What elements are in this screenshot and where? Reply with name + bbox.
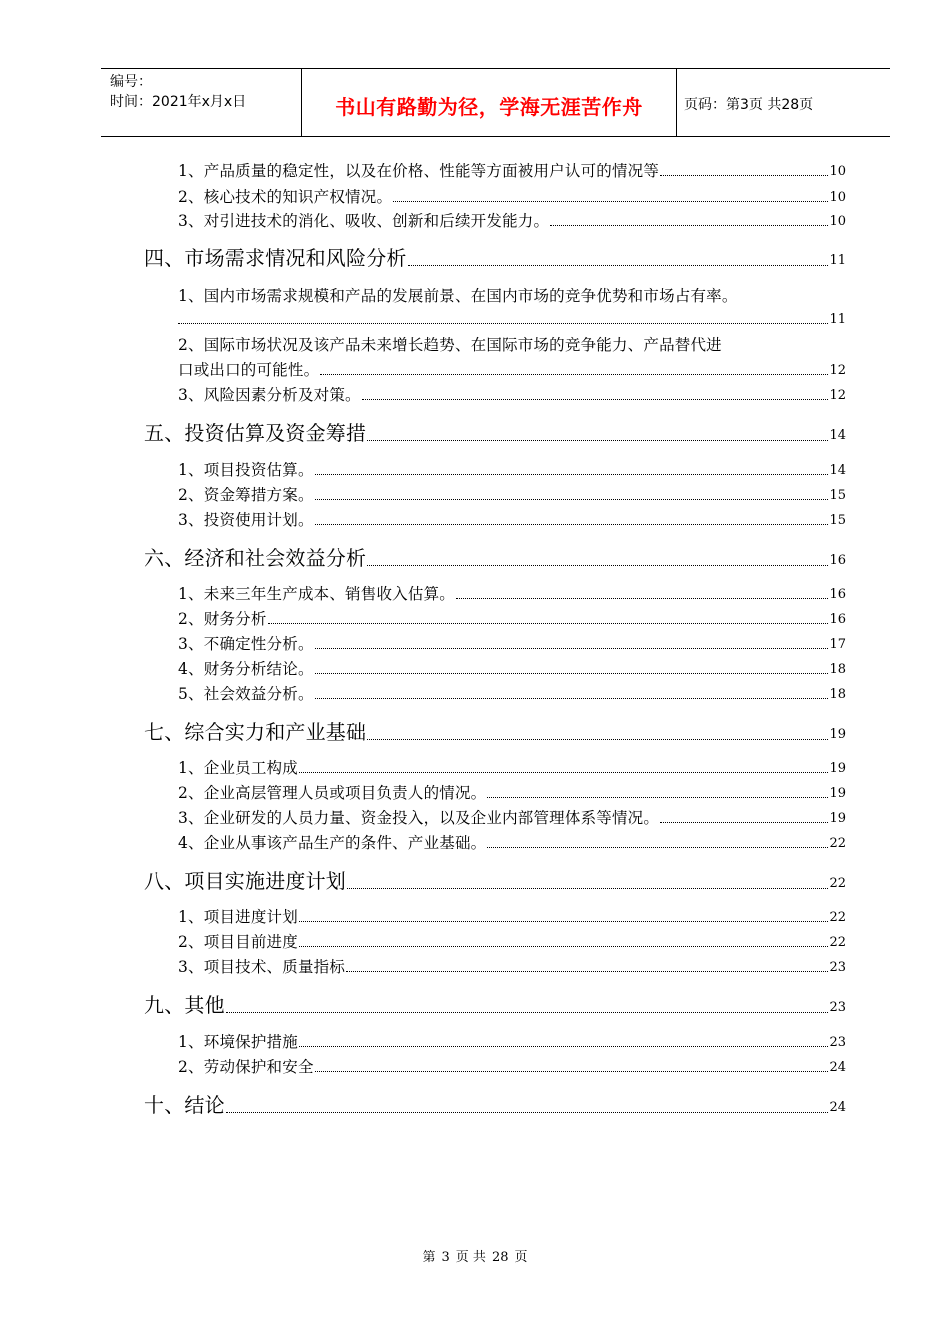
- toc-entry-page: 15: [829, 513, 846, 528]
- toc-section-page: 14: [829, 428, 846, 443]
- toc-section-heading[interactable]: [144, 992, 846, 1018]
- toc-leader-dots: [299, 921, 828, 922]
- toc-section-heading[interactable]: [144, 420, 846, 446]
- toc-entry[interactable]: [178, 932, 846, 952]
- toc-leader-dots: [367, 440, 828, 441]
- toc-entry-page: 18: [829, 687, 846, 702]
- toc-section-heading[interactable]: [144, 245, 846, 271]
- toc-entry-page: 10: [829, 190, 846, 205]
- toc-leader-dots: [408, 265, 829, 266]
- toc-entry[interactable]: [178, 758, 846, 778]
- toc-leader-dots: [487, 797, 828, 798]
- toc-entry-page: 24: [829, 1060, 846, 1075]
- toc-entry-continuation[interactable]: [178, 360, 846, 380]
- toc-entry-title: 3、项目技术、质量指标: [178, 958, 346, 976]
- toc-entry[interactable]: [178, 907, 846, 927]
- toc-leader-dots: [226, 1012, 829, 1013]
- toc-entry[interactable]: [178, 161, 846, 181]
- toc-entry-page: 22: [829, 836, 846, 851]
- toc-entry-page: 22: [829, 935, 846, 950]
- toc-leader-dots: [315, 499, 829, 500]
- toc-entry-page: 10: [829, 164, 846, 179]
- toc-leader-dots: [367, 565, 828, 566]
- toc-entry[interactable]: [178, 187, 846, 207]
- toc-entry-title: 1、产品质量的稳定性，以及在价格、性能等方面被用户认可的情况等: [178, 162, 660, 180]
- toc-entry[interactable]: [178, 808, 846, 828]
- toc-entry[interactable]: [178, 485, 846, 505]
- toc-entry-title: 3、投资使用计划。: [178, 511, 314, 529]
- toc-leader-dots: [299, 946, 828, 947]
- toc-entry[interactable]: [178, 957, 846, 977]
- toc-entry[interactable]: [178, 1057, 846, 1077]
- toc-entry-page: 14: [829, 463, 846, 478]
- toc-entry-title: 2、企业高层管理人员或项目负责人的情况。: [178, 784, 487, 802]
- toc-entry-page: 12: [829, 388, 846, 403]
- toc-entry-title: 1、未来三年生产成本、销售收入估算。: [178, 585, 455, 603]
- toc-entry-title: 4、企业从事该产品生产的条件、产业基础。: [178, 834, 487, 852]
- toc-leader-dots: [226, 1112, 829, 1113]
- toc-entry[interactable]: [178, 460, 846, 480]
- toc-leader-dots: [315, 1071, 829, 1072]
- toc-section-heading[interactable]: [144, 719, 846, 745]
- toc-leader-dots: [299, 1046, 828, 1047]
- toc-entry[interactable]: [178, 609, 846, 629]
- toc-entry-title: 1、项目进度计划: [178, 908, 298, 926]
- toc-entry[interactable]: [178, 1032, 846, 1052]
- toc-leader-dots: [178, 323, 828, 324]
- document-time-label: 时间：2021年x月x日: [110, 94, 247, 110]
- toc-entry-continuation[interactable]: [178, 309, 846, 329]
- toc-entry-title: 3、企业研发的人员力量、资金投入，以及企业内部管理体系等情况。: [178, 809, 660, 827]
- toc-leader-dots: [393, 201, 828, 202]
- toc-section-title: 六、经济和社会效益分析: [144, 546, 367, 570]
- toc-section-page: 11: [829, 253, 846, 268]
- toc-entry-title: 2、劳动保护和安全: [178, 1058, 314, 1076]
- header-motto: 书山有路勤为径，学海无涯苦作舟: [335, 95, 643, 119]
- toc-entry[interactable]: [178, 211, 846, 231]
- toc-entry-title: 3、对引进技术的消化、吸收、创新和后续开发能力。: [178, 212, 550, 230]
- toc-leader-dots: [315, 524, 829, 525]
- toc-leader-dots: [268, 623, 829, 624]
- toc-entry-title: 2、财务分析: [178, 610, 267, 628]
- toc-entry-title[interactable]: 1、国内市场需求规模和产品的发展前景、在国内市场的竞争优势和市场占有率。: [178, 287, 738, 305]
- footer-current-page: 3: [441, 1250, 450, 1265]
- toc-section-heading[interactable]: [144, 545, 846, 571]
- toc-entry-page: 22: [829, 910, 846, 925]
- footer-suffix: 页: [514, 1250, 528, 1265]
- toc-entry[interactable]: [178, 510, 846, 530]
- toc-leader-dots: [487, 847, 828, 848]
- toc-entry[interactable]: [178, 385, 846, 405]
- toc-section-title: 八、项目实施进度计划: [144, 869, 346, 893]
- toc-entry-title: 2、资金筹措方案。: [178, 486, 314, 504]
- toc-section-title: 十、结论: [144, 1093, 225, 1117]
- toc-entry-title: 1、项目投资估算。: [178, 461, 314, 479]
- toc-entry-title: 3、风险因素分析及对策。: [178, 386, 361, 404]
- toc-entry-page: 16: [829, 587, 846, 602]
- toc-entry-page: 19: [829, 786, 846, 801]
- document-number-label: 编号：: [110, 74, 152, 90]
- toc-leader-dots: [346, 971, 828, 972]
- page-footer: [0, 1246, 950, 1265]
- toc-entry[interactable]: [178, 584, 846, 604]
- footer-prefix: 第: [422, 1250, 436, 1265]
- toc-entry-page: 11: [829, 312, 846, 327]
- toc-entry-page: 10: [829, 214, 846, 229]
- footer-total-pages: 28: [491, 1250, 509, 1265]
- toc-entry-title: 1、环境保护措施: [178, 1033, 298, 1051]
- toc-leader-dots: [550, 225, 828, 226]
- toc-leader-dots: [315, 648, 829, 649]
- toc-entry-title: 2、核心技术的知识产权情况。: [178, 188, 393, 206]
- toc-section-page: 16: [829, 553, 846, 568]
- toc-entry-title: 4、财务分析结论。: [178, 660, 314, 678]
- toc-entry-title[interactable]: 2、国际市场状况及该产品未来增长趋势、在国际市场的竞争能力、产品替代进: [178, 336, 722, 354]
- toc-leader-dots: [320, 374, 828, 375]
- toc-entry[interactable]: [178, 659, 846, 679]
- toc-section-title: 四、市场需求情况和风险分析: [144, 246, 407, 270]
- toc-leader-dots: [299, 772, 828, 773]
- toc-entry-title: 5、社会效益分析。: [178, 685, 314, 703]
- toc-section-page: 22: [829, 876, 846, 891]
- toc-section-title: 七、综合实力和产业基础: [144, 720, 367, 744]
- toc-section-heading[interactable]: [144, 868, 846, 894]
- header-page-info: 页码：第3页 共28页: [684, 97, 814, 113]
- toc-entry-title-cont: 口或出口的可能性。: [178, 361, 320, 379]
- toc-entry-title: 1、企业员工构成: [178, 759, 298, 777]
- footer-mid: 页 共: [455, 1250, 486, 1265]
- toc-entry-page: 17: [829, 637, 846, 652]
- toc-leader-dots: [660, 822, 828, 823]
- toc-leader-dots: [367, 739, 828, 740]
- toc-entry-title: 2、项目目前进度: [178, 933, 298, 951]
- toc-section-title: 五、投资估算及资金筹措: [144, 421, 367, 445]
- toc-section-page: 19: [829, 727, 846, 742]
- toc-entry-page: 19: [829, 811, 846, 826]
- toc-section-page: 24: [829, 1100, 846, 1115]
- toc-leader-dots: [456, 598, 828, 599]
- toc-leader-dots: [660, 175, 828, 176]
- toc-entry[interactable]: [178, 783, 846, 803]
- toc-leader-dots: [347, 888, 828, 889]
- toc-section-heading[interactable]: [144, 1092, 846, 1118]
- toc-entry-page: 12: [829, 363, 846, 378]
- toc-entry-page: 15: [829, 488, 846, 503]
- toc-section-page: 23: [829, 1000, 846, 1015]
- toc-entry[interactable]: [178, 833, 846, 853]
- toc-entry-page: 19: [829, 761, 846, 776]
- toc-entry-page: 23: [829, 960, 846, 975]
- toc-leader-dots: [315, 673, 829, 674]
- toc-entry-title: 3、不确定性分析。: [178, 635, 314, 653]
- toc-entry-page: 18: [829, 662, 846, 677]
- toc-leader-dots: [362, 399, 829, 400]
- toc-leader-dots: [315, 698, 829, 699]
- toc-entry[interactable]: [178, 684, 846, 704]
- toc-entry-page: 16: [829, 612, 846, 627]
- toc-section-title: 九、其他: [144, 993, 225, 1017]
- toc-entry[interactable]: [178, 634, 846, 654]
- toc-entry-page: 23: [829, 1035, 846, 1050]
- toc-leader-dots: [315, 474, 829, 475]
